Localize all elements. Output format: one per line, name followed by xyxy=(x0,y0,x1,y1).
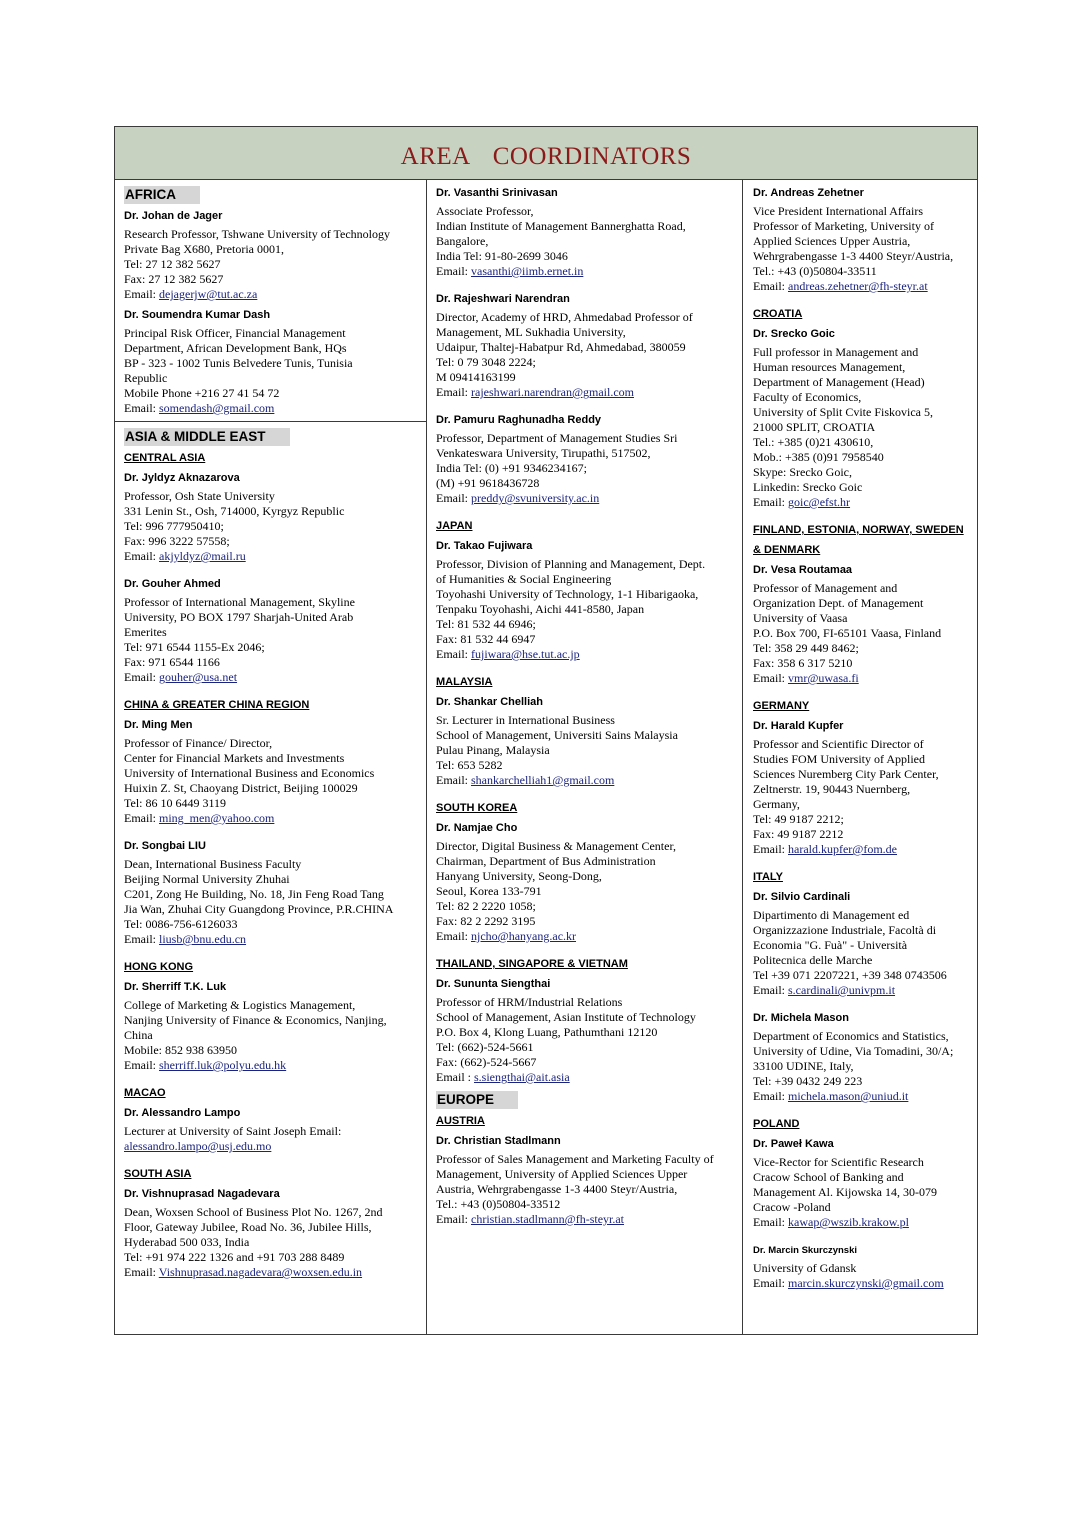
coordinator-name: Dr. Soumendra Kumar Dash xyxy=(124,309,271,321)
address-line: Tel: +91 974 222 1326 and +91 703 288 8489 xyxy=(124,1250,345,1264)
address-line: Applied Sciences Upper Austria, xyxy=(753,234,911,248)
email-label: Email: xyxy=(124,932,159,946)
address-line: Tel.: +385 (0)21 430610, xyxy=(753,435,874,449)
coordinator-entry xyxy=(436,292,742,400)
address-line: Wehrgrabengasse 1-3 4400 Steyr/Austria, xyxy=(753,249,954,263)
email-label: Email: xyxy=(124,1058,159,1072)
address-line: Seoul, Korea 133-791 xyxy=(436,884,542,898)
address-line: Beijing Normal University Zhuhai xyxy=(124,872,290,886)
address-line: University of Split Cvite Fiskovica 5, xyxy=(753,405,933,419)
address-line: Tel: 971 6544 1155-Ex 2046; xyxy=(124,640,265,654)
spacer xyxy=(436,506,742,519)
title-word-area: AREA xyxy=(400,143,471,170)
coordinator-entry xyxy=(753,563,979,686)
address-line: Indian Institute of Management Bannerghatta Road, xyxy=(436,219,686,233)
coordinator-name: Dr. Alessandro Lampo xyxy=(124,1107,241,1119)
address-line: (M) +91 9618436728 xyxy=(436,476,540,490)
coordinator-entry xyxy=(753,1243,979,1291)
address-line: School of Management, Asian Institute of Technology xyxy=(436,1010,696,1024)
spacer xyxy=(124,1154,426,1167)
spacer xyxy=(124,685,426,698)
coordinator-entry xyxy=(436,977,742,1085)
coordinator-entry xyxy=(753,719,979,857)
coordinator-entry xyxy=(124,471,426,564)
thailand-singapore-vietnam-heading: THAILAND, SINGAPORE & VIETNAM xyxy=(436,958,628,970)
address-line: Director, Academy of HRD, Ahmedabad Professor of xyxy=(436,310,693,324)
area-coordinators-table xyxy=(114,126,978,1335)
coordinator-entry xyxy=(124,308,426,416)
email-line xyxy=(753,279,979,294)
email-line xyxy=(124,670,426,685)
address-line: Principal Risk Officer, Financial Management xyxy=(124,326,346,340)
address-line: M 09414163199 xyxy=(436,370,516,384)
email-line xyxy=(124,1139,426,1154)
spacer xyxy=(436,400,742,413)
address-line: Studies FOM University of Applied xyxy=(753,752,926,766)
nordic-heading-line1: FINLAND, ESTONIA, NORWAY, SWEDEN xyxy=(753,524,964,536)
email-label: Email: xyxy=(753,842,788,856)
asia-middle-east-heading: ASIA & MIDDLE EAST xyxy=(124,428,290,446)
address-line: Professor, Department of Management Studies Sri xyxy=(436,431,678,445)
coordinator-name: Dr. Ming Men xyxy=(124,719,193,731)
spacer xyxy=(753,998,979,1011)
email-label: Email: xyxy=(436,1212,471,1226)
spacer xyxy=(753,1230,979,1243)
address-line: Human resources Management, xyxy=(753,360,906,374)
spacer xyxy=(753,857,979,870)
spacer xyxy=(753,686,979,699)
address-line: Tel: 81 532 44 6946; xyxy=(436,617,536,631)
coordinator-entry xyxy=(124,718,426,826)
address-line: Skype: Srecko Goic, xyxy=(753,465,852,479)
address-line: Lecturer at University of Saint Joseph Email: xyxy=(124,1124,342,1138)
email-link[interactable]: ming_men@yahoo.com xyxy=(159,811,275,825)
address-line: Research Professor, Tshwane University of Technology xyxy=(124,227,391,241)
email-label: Email: xyxy=(124,287,159,301)
email-line xyxy=(753,495,979,510)
title-word-coordinators: COORDINATORS xyxy=(492,143,692,170)
column-3 xyxy=(743,179,979,1334)
address-line: P.O. Box 4, Klong Luang, Pathumthani 12120 xyxy=(436,1025,658,1039)
address-line: Department of Management (Head) xyxy=(753,375,925,389)
page-title xyxy=(115,127,977,180)
email-label: Email: xyxy=(753,1089,788,1103)
address-line: Pulau Pinang, Malaysia xyxy=(436,743,550,757)
address-line: Austria, Wehrgrabengasse 1-3 4400 Steyr/Austria, xyxy=(436,1182,678,1196)
spacer xyxy=(436,944,742,957)
address-line: India Tel: 91-80-2699 3046 xyxy=(436,249,568,263)
email-line xyxy=(124,401,426,416)
coordinator-name: Dr. Sherriff T.K. Luk xyxy=(124,981,227,993)
address-line: Linkedin: Srecko Goic xyxy=(753,480,863,494)
address-line: Tel.: +43 (0)50804-33511 xyxy=(753,264,877,278)
china-heading: CHINA & GREATER CHINA REGION xyxy=(124,699,310,711)
email-label: Email: xyxy=(753,1215,788,1229)
email-link[interactable]: marcin.skurczynski@gmail.com xyxy=(788,1276,944,1290)
address-line: Professor of HRM/Industrial Relations xyxy=(436,995,623,1009)
email-link[interactable]: michela.mason@uniud.it xyxy=(788,1089,909,1103)
coordinator-entry xyxy=(753,186,979,294)
coordinator-entry xyxy=(124,1106,426,1154)
address-line: University, PO BOX 1797 Sharjah-United Arab xyxy=(124,610,354,624)
africa-heading: AFRICA xyxy=(124,186,200,204)
column-2 xyxy=(427,179,743,1334)
email-link[interactable]: preddy@svuniversity.ac.in xyxy=(471,491,600,505)
malaysia-heading: MALAYSIA xyxy=(436,676,493,688)
email-line xyxy=(753,1276,979,1291)
email-label: Email : xyxy=(436,1070,474,1084)
email-label: Email: xyxy=(124,401,159,415)
south-korea-heading: SOUTH KOREA xyxy=(436,802,518,814)
email-label: Email: xyxy=(124,549,159,563)
address-line: Management, ML Sukhadia University, xyxy=(436,325,626,339)
coordinator-name: Dr. Michela Mason xyxy=(753,1012,849,1024)
address-line: Professor of Marketing, University of xyxy=(753,219,934,233)
address-line: College of Marketing & Logistics Management, xyxy=(124,998,356,1012)
coordinator-entry xyxy=(124,1187,426,1280)
address-line: Cracow -Poland xyxy=(753,1200,831,1214)
address-line: Udaipur, Thaltej-Habatpur Rd, Ahmedabad, 380059 xyxy=(436,340,686,354)
email-link[interactable]: goic@efst.hr xyxy=(788,495,851,509)
spacer xyxy=(753,294,979,307)
address-line: Toyohashi University of Technology, 1-1 Hibarigaoka, xyxy=(436,587,699,601)
address-line: Organization Dept. of Management xyxy=(753,596,924,610)
email-label: Email: xyxy=(124,670,159,684)
address-line: China xyxy=(124,1028,153,1042)
address-line: University of Gdansk xyxy=(753,1261,857,1275)
coordinator-name: Dr. Shankar Chelliah xyxy=(436,696,543,708)
coordinator-entry xyxy=(436,413,742,506)
address-line: Tel: 86 10 6449 3119 xyxy=(124,796,227,810)
email-link[interactable]: fujiwara@hse.tut.ac.jp xyxy=(471,647,580,661)
coordinator-name: Dr. Vishnuprasad Nagadevara xyxy=(124,1188,280,1200)
address-line: Zeltnerstr. 19, 90443 Nuernberg, xyxy=(753,782,911,796)
spacer xyxy=(124,1073,426,1086)
email-label: Email: xyxy=(753,1276,788,1290)
email-label: Email: xyxy=(753,279,788,293)
address-line: Germany, xyxy=(753,797,800,811)
email-link[interactable]: s.cardinali@univpm.it xyxy=(788,983,896,997)
email-label: Email: xyxy=(753,983,788,997)
spacer xyxy=(436,662,742,675)
address-line: Huixin Z. St, Chaoyang District, Beijing 100029 xyxy=(124,781,358,795)
address-line: India Tel: (0) +91 9346234167; xyxy=(436,461,588,475)
email-link[interactable]: somendash@gmail.com xyxy=(159,401,275,415)
coordinator-entry xyxy=(753,327,979,510)
coordinator-name: Dr. Marcin Skurczynski xyxy=(753,1245,858,1256)
address-line: Tel.: +43 (0)50804-33512 xyxy=(436,1197,561,1211)
coordinator-entry xyxy=(436,1134,742,1227)
email-label: Email: xyxy=(436,264,471,278)
address-line: Associate Professor, xyxy=(436,204,534,218)
address-line: Jia Wan, Zhuhai City Guangdong Province, P.R.CHINA xyxy=(124,902,394,916)
address-line: Fax: 49 9187 2212 xyxy=(753,827,844,841)
coordinator-entry xyxy=(436,539,742,662)
address-line: Dipartimento di Management ed xyxy=(753,908,910,922)
email-link[interactable]: vasanthi@iimb.ernet.in xyxy=(471,264,584,278)
address-line: Nanjing University of Finance & Economics, Nanjing, xyxy=(124,1013,387,1027)
email-link[interactable]: shankarchelliah1@gmail.com xyxy=(471,773,615,787)
email-line xyxy=(753,983,979,998)
address-line: University of Vaasa xyxy=(753,611,848,625)
coordinator-name: Dr. Namjae Cho xyxy=(436,822,518,834)
address-line: Management Al. Kijowska 14, 30-079 xyxy=(753,1185,937,1199)
address-line: University of International Business and Economics xyxy=(124,766,375,780)
address-line: Tel: (662)-524-5661 xyxy=(436,1040,534,1054)
address-line: Fax: 81 532 44 6947 xyxy=(436,632,536,646)
address-line: Organizzazione Industriale, Facoltà di xyxy=(753,923,937,937)
spacer xyxy=(436,279,742,292)
address-line: Dean, Woxsen School of Business Plot No. 1267, 2nd xyxy=(124,1205,383,1219)
coordinator-entry xyxy=(753,890,979,998)
address-line: Fax: 82 2 2292 3195 xyxy=(436,914,536,928)
address-line: Republic xyxy=(124,371,168,385)
asia-middle-east-section xyxy=(124,428,426,451)
email-link[interactable]: sherriff.luk@polyu.edu.hk xyxy=(159,1058,287,1072)
email-link[interactable]: alessandro.lampo@usj.edu.mo xyxy=(124,1139,272,1153)
address-line: Sr. Lecturer in International Business xyxy=(436,713,615,727)
address-line: Hanyang University, Seong-Dong, xyxy=(436,869,602,883)
coordinator-name: Dr. Takao Fujiwara xyxy=(436,540,533,552)
address-line: Director, Digital Business & Management Center, xyxy=(436,839,676,853)
email-link[interactable]: dejagerjw@tut.ac.za xyxy=(159,287,258,301)
columns xyxy=(115,179,977,1334)
address-line: Mobile: 852 938 63950 xyxy=(124,1043,237,1057)
address-line: Emerites xyxy=(124,625,167,639)
column-1 xyxy=(115,179,427,1334)
email-line xyxy=(436,385,742,400)
address-line: Tenpaku Toyohashi, Aichi 441-8580, Japan xyxy=(436,602,645,616)
address-line: Professor of Sales Management and Marketing Faculty of xyxy=(436,1152,714,1166)
germany-heading: GERMANY xyxy=(753,700,810,712)
address-line: Professor and Scientific Director of xyxy=(753,737,924,751)
address-line: of Humanities & Social Engineering xyxy=(436,572,612,586)
macao-heading: MACAO xyxy=(124,1087,166,1099)
italy-heading: ITALY xyxy=(753,871,783,883)
address-line: 33100 UDINE, Italy, xyxy=(753,1059,854,1073)
address-line: Tel: 358 29 449 8462; xyxy=(753,641,859,655)
austria-heading: AUSTRIA xyxy=(436,1115,485,1127)
coordinator-name: Dr. Johan de Jager xyxy=(124,210,223,222)
address-line: Dean, International Business Faculty xyxy=(124,857,302,871)
email-label: Email: xyxy=(124,1265,159,1279)
email-link[interactable]: kawap@wszib.krakow.pl xyxy=(788,1215,909,1229)
address-line: Professor of Management and xyxy=(753,581,898,595)
address-line: Hyderabad 500 033, India xyxy=(124,1235,250,1249)
coordinator-name: Dr. Srecko Goic xyxy=(753,328,835,340)
coordinator-name: Dr. Pamuru Raghunadha Reddy xyxy=(436,414,602,426)
coordinator-name: Dr. Vasanthi Srinivasan xyxy=(436,187,558,199)
address-line: Tel: 653 5282 xyxy=(436,758,503,772)
address-line: Fax: (662)-524-5667 xyxy=(436,1055,537,1069)
email-link[interactable]: andreas.zehetner@fh-steyr.at xyxy=(788,279,928,293)
email-label: Email: xyxy=(436,491,471,505)
address-line: Tel: +39 0432 249 223 xyxy=(753,1074,863,1088)
spacer xyxy=(436,788,742,801)
email-link[interactable]: rajeshwari.narendran@gmail.com xyxy=(471,385,634,399)
coordinator-name: Dr. Songbai LIU xyxy=(124,840,206,852)
coordinator-name: Dr. Christian Stadlmann xyxy=(436,1135,561,1147)
email-line xyxy=(436,491,742,506)
coordinator-entry xyxy=(436,821,742,944)
address-line: School of Management, Universiti Sains Malaysia xyxy=(436,728,678,742)
address-line: Mobile Phone +216 27 41 54 72 xyxy=(124,386,280,400)
email-line xyxy=(436,264,742,279)
email-line xyxy=(124,932,426,947)
coordinator-name: Dr. Sununta Siengthai xyxy=(436,978,551,990)
address-line: Tel: 27 12 382 5627 xyxy=(124,257,221,271)
nordic-heading-line2: & DENMARK xyxy=(753,544,821,556)
address-line: Cracow School of Banking and xyxy=(753,1170,904,1184)
email-line xyxy=(124,549,426,564)
coordinator-entry xyxy=(753,1137,979,1230)
address-line: Department, African Development Bank, HQs xyxy=(124,341,347,355)
spacer xyxy=(753,1104,979,1117)
email-label: Email: xyxy=(124,811,159,825)
coordinator-name: Dr. Rajeshwari Narendran xyxy=(436,293,570,305)
address-line: Tel: 82 2 2220 1058; xyxy=(436,899,536,913)
email-label: Email: xyxy=(436,385,471,399)
address-line: Mob.: +385 (0)91 7958540 xyxy=(753,450,884,464)
address-line: Vice-Rector for Scientific Research xyxy=(753,1155,924,1169)
email-link[interactable]: liusb@bnu.edu.cn xyxy=(159,932,247,946)
coordinator-name: Dr. Silvio Cardinali xyxy=(753,891,851,903)
email-line xyxy=(753,671,979,686)
email-link[interactable]: vmr@uwasa.fi xyxy=(788,671,859,685)
spacer xyxy=(753,510,979,523)
address-line: Private Bag X680, Pretoria 0001, xyxy=(124,242,284,256)
address-line: Sciences Nuremberg City Park Center, xyxy=(753,767,939,781)
address-line: Center for Financial Markets and Investments xyxy=(124,751,345,765)
address-line: Fax: 358 6 317 5210 xyxy=(753,656,853,670)
central-asia-heading: CENTRAL ASIA xyxy=(124,452,206,464)
address-line: Floor, Gateway Jubilee, Road No. 36, Jubilee Hills, xyxy=(124,1220,372,1234)
address-line: Fax: 996 3222 57558; xyxy=(124,534,230,548)
email-line xyxy=(124,811,426,826)
email-link[interactable]: Vishnuprasad.nagadevara@woxsen.edu.in xyxy=(158,1265,363,1279)
coordinator-name: Dr. Gouher Ahmed xyxy=(124,578,221,590)
email-link[interactable]: akjyldyz@mail.ru xyxy=(159,549,246,563)
email-line xyxy=(124,1265,426,1280)
address-line: Economia "G. Fuà" - Università xyxy=(753,938,908,952)
address-line: Professor of International Management, Skyline xyxy=(124,595,355,609)
email-line xyxy=(124,1058,426,1073)
address-line: Tel: 0 79 3048 2224; xyxy=(436,355,536,369)
email-line xyxy=(753,842,979,857)
email-label: Email: xyxy=(436,647,471,661)
address-line: Chairman, Department of Bus Administration xyxy=(436,854,656,868)
email-line xyxy=(753,1089,979,1104)
email-line xyxy=(436,773,742,788)
hong-kong-heading: HONG KONG xyxy=(124,961,194,973)
address-line: Tel: 0086-756-6126033 xyxy=(124,917,238,931)
address-line: Tel: 996 777950410; xyxy=(124,519,224,533)
europe-section xyxy=(436,1091,742,1114)
address-line: University of Udine, Via Tomadini, 30/A; xyxy=(753,1044,954,1058)
email-line xyxy=(436,1070,742,1085)
coordinator-entry xyxy=(436,695,742,788)
africa-asia-divider xyxy=(115,421,427,422)
address-line: Bangalore, xyxy=(436,234,489,248)
email-line xyxy=(436,929,742,944)
address-line: Fax: 971 6544 1166 xyxy=(124,655,220,669)
address-line: P.O. Box 700, FI-65101 Vaasa, Finland xyxy=(753,626,942,640)
poland-heading: POLAND xyxy=(753,1118,800,1130)
coordinator-entry xyxy=(753,1011,979,1104)
europe-heading: EUROPE xyxy=(436,1091,518,1109)
address-line: Faculty of Economics, xyxy=(753,390,862,404)
address-line: Tel +39 071 2207221, +39 348 0743506 xyxy=(753,968,947,982)
email-line xyxy=(124,287,426,302)
coordinator-entry xyxy=(436,186,742,279)
address-line: Professor, Osh State University xyxy=(124,489,275,503)
address-line: Politecnica delle Marche xyxy=(753,953,873,967)
email-link[interactable]: harald.kupfer@fom.de xyxy=(788,842,898,856)
email-link[interactable]: s.siengthai@ait.asia xyxy=(474,1070,570,1084)
coordinator-name: Dr. Jyldyz Aknazarova xyxy=(124,472,240,484)
coordinator-name: Dr. Harald Kupfer xyxy=(753,720,844,732)
email-line xyxy=(753,1215,979,1230)
address-line: Fax: 27 12 382 5627 xyxy=(124,272,224,286)
croatia-heading: CROATIA xyxy=(753,308,803,320)
address-line: BP - 323 - 1002 Tunis Belvedere Tunis, Tunisia xyxy=(124,356,353,370)
spacer xyxy=(124,947,426,960)
spacer xyxy=(124,564,426,577)
address-line: Professor, Division of Planning and Management, Dept. xyxy=(436,557,706,571)
email-label: Email: xyxy=(436,773,471,787)
address-line: 331 Lenin St., Osh, 714000, Kyrgyz Republic xyxy=(124,504,345,518)
email-link[interactable]: njcho@hanyang.ac.kr xyxy=(471,929,577,943)
email-label: Email: xyxy=(753,495,788,509)
address-line: C201, Zong He Building, No. 18, Jin Feng Road Tang xyxy=(124,887,384,901)
address-line: Department of Economics and Statistics, xyxy=(753,1029,949,1043)
coordinator-entry xyxy=(124,577,426,685)
coordinator-name: Dr. Paweł Kawa xyxy=(753,1138,834,1150)
address-line: Full professor in Management and xyxy=(753,345,919,359)
coordinator-entry xyxy=(124,980,426,1073)
address-line: Venkateswara University, Tirupathi, 517502, xyxy=(436,446,651,460)
address-line: Management, University of Applied Sciences Upper xyxy=(436,1167,688,1181)
address-line: 21000 SPLIT, CROATIA xyxy=(753,420,876,434)
email-link[interactable]: christian.stadlmann@fh-steyr.at xyxy=(471,1212,625,1226)
spacer xyxy=(124,826,426,839)
africa-section xyxy=(124,186,426,209)
japan-heading: JAPAN xyxy=(436,520,473,532)
email-line xyxy=(436,1212,742,1227)
email-label: Email: xyxy=(753,671,788,685)
coordinator-entry xyxy=(124,209,426,302)
coordinator-entry xyxy=(124,839,426,947)
address-line: Vice President International Affairs xyxy=(753,204,924,218)
email-line xyxy=(436,647,742,662)
email-label: Email: xyxy=(436,929,471,943)
email-link[interactable]: gouher@usa.net xyxy=(159,670,238,684)
coordinator-name: Dr. Vesa Routamaa xyxy=(753,564,853,576)
address-line: Tel: 49 9187 2212; xyxy=(753,812,844,826)
south-asia-heading: SOUTH ASIA xyxy=(124,1168,192,1180)
coordinator-name: Dr. Andreas Zehetner xyxy=(753,187,864,199)
address-line: Professor of Finance/ Director, xyxy=(124,736,273,750)
nordic-heading xyxy=(753,523,979,557)
